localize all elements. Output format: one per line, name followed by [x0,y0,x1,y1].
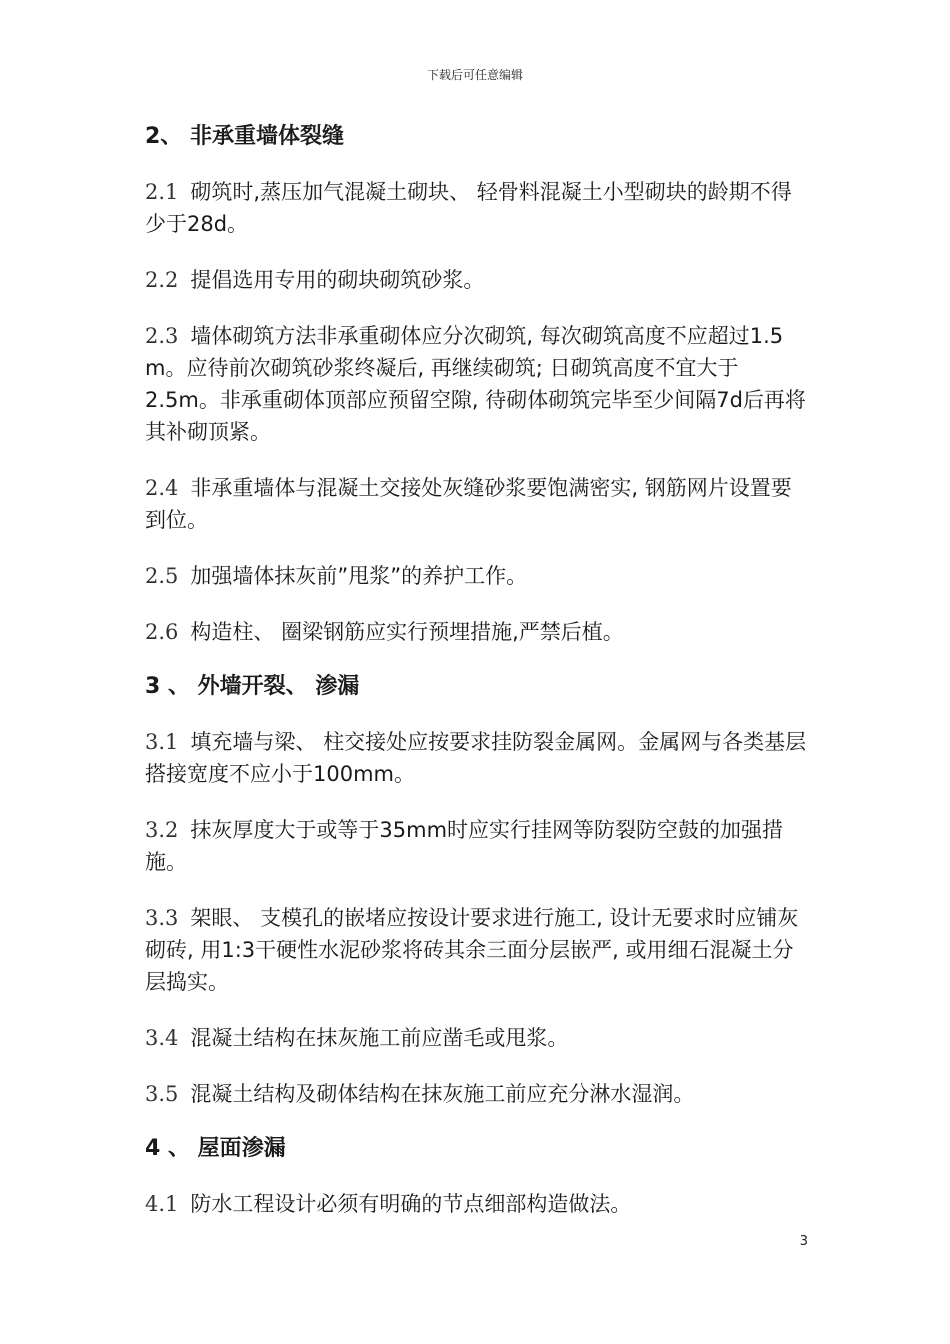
paragraph-text: 砌筑时,蒸压加气混凝土砌块、 轻骨料混凝土小型砌块的龄期不得少于28d。 [145,180,792,236]
paragraph-number: 2.3 [145,324,179,348]
section-heading-2: 2、 非承重墙体裂缝 [145,124,344,149]
paragraph-text: 非承重墙体与混凝土交接处灰缝砂浆要饱满密实, 钢筋网片设置要到位。 [145,476,792,532]
paragraph-3-4 [145,1022,810,1054]
paragraph-2-3 [145,320,810,448]
paragraph-2-1 [145,176,810,240]
section-heading-3: 3 、 外墙开裂、 渗漏 [145,674,360,699]
paragraph-number: 2.1 [145,180,179,204]
page-number: 3 [799,1234,808,1249]
paragraph-text: 混凝土结构及砌体结构在抹灰施工前应充分淋水湿润。 [190,1082,695,1106]
page-header: 下载后可任意编辑 [426,68,523,82]
paragraph-text: 混凝土结构在抹灰施工前应凿毛或甩浆。 [190,1026,569,1050]
paragraph-text: 架眼、 支模孔的嵌堵应按设计要求进行施工, 设计无要求时应铺灰砌砖, 用1:3干硬性水泥砂浆将砖其余三面分层嵌严, 或用细石混凝土分层捣实。 [145,906,799,994]
paragraph-3-3 [145,902,810,998]
paragraph-text: 填充墙与梁、 柱交接处应按要求挂防裂金属网。金属网与各类基层搭接宽度不应小于100mm。 [145,730,807,786]
document-body [145,122,810,1244]
paragraph-2-5 [145,560,810,592]
paragraph-2-2 [145,264,810,296]
paragraph-number: 3.3 [145,906,179,930]
paragraph-text: 提倡选用专用的砌块砌筑砂浆。 [190,268,485,292]
paragraph-text: 构造柱、 圈梁钢筋应实行预埋措施,严禁后植。 [190,620,624,644]
paragraph-2-6 [145,616,810,648]
paragraph-number: 3.5 [145,1082,179,1106]
paragraph-number: 2.5 [145,564,179,588]
paragraph-text: 墙体砌筑方法非承重砌体应分次砌筑, 每次砌筑高度不应超过1.5 m。应待前次砌筑砂浆终凝后, 再继续砌筑; 日砌筑高度不宜大于2.5m。非承重砌体顶部应预留空隙, 待砌体砌筑完毕至少间隔7d后再将其补砌顶紧。 [145,324,806,444]
paragraph-number: 2.4 [145,476,179,500]
paragraph-3-2 [145,814,810,878]
paragraph-number: 3.4 [145,1026,179,1050]
paragraph-number: 4.1 [145,1192,179,1216]
paragraph-text: 抹灰厚度大于或等于35mm时应实行挂网等防裂防空鼓的加强措施。 [145,818,784,874]
paragraph-text: 加强墙体抹灰前”甩浆”的养护工作。 [190,564,528,588]
paragraph-3-1 [145,726,810,790]
paragraph-3-5 [145,1078,810,1110]
paragraph-number: 3.1 [145,730,179,754]
paragraph-2-4 [145,472,810,536]
paragraph-4-1 [145,1188,810,1220]
paragraph-number: 3.2 [145,818,179,842]
section-heading-4: 4 、 屋面渗漏 [145,1136,286,1161]
paragraph-text: 防水工程设计必须有明确的节点细部构造做法。 [190,1192,632,1216]
paragraph-number: 2.2 [145,268,179,292]
paragraph-number: 2.6 [145,620,179,644]
